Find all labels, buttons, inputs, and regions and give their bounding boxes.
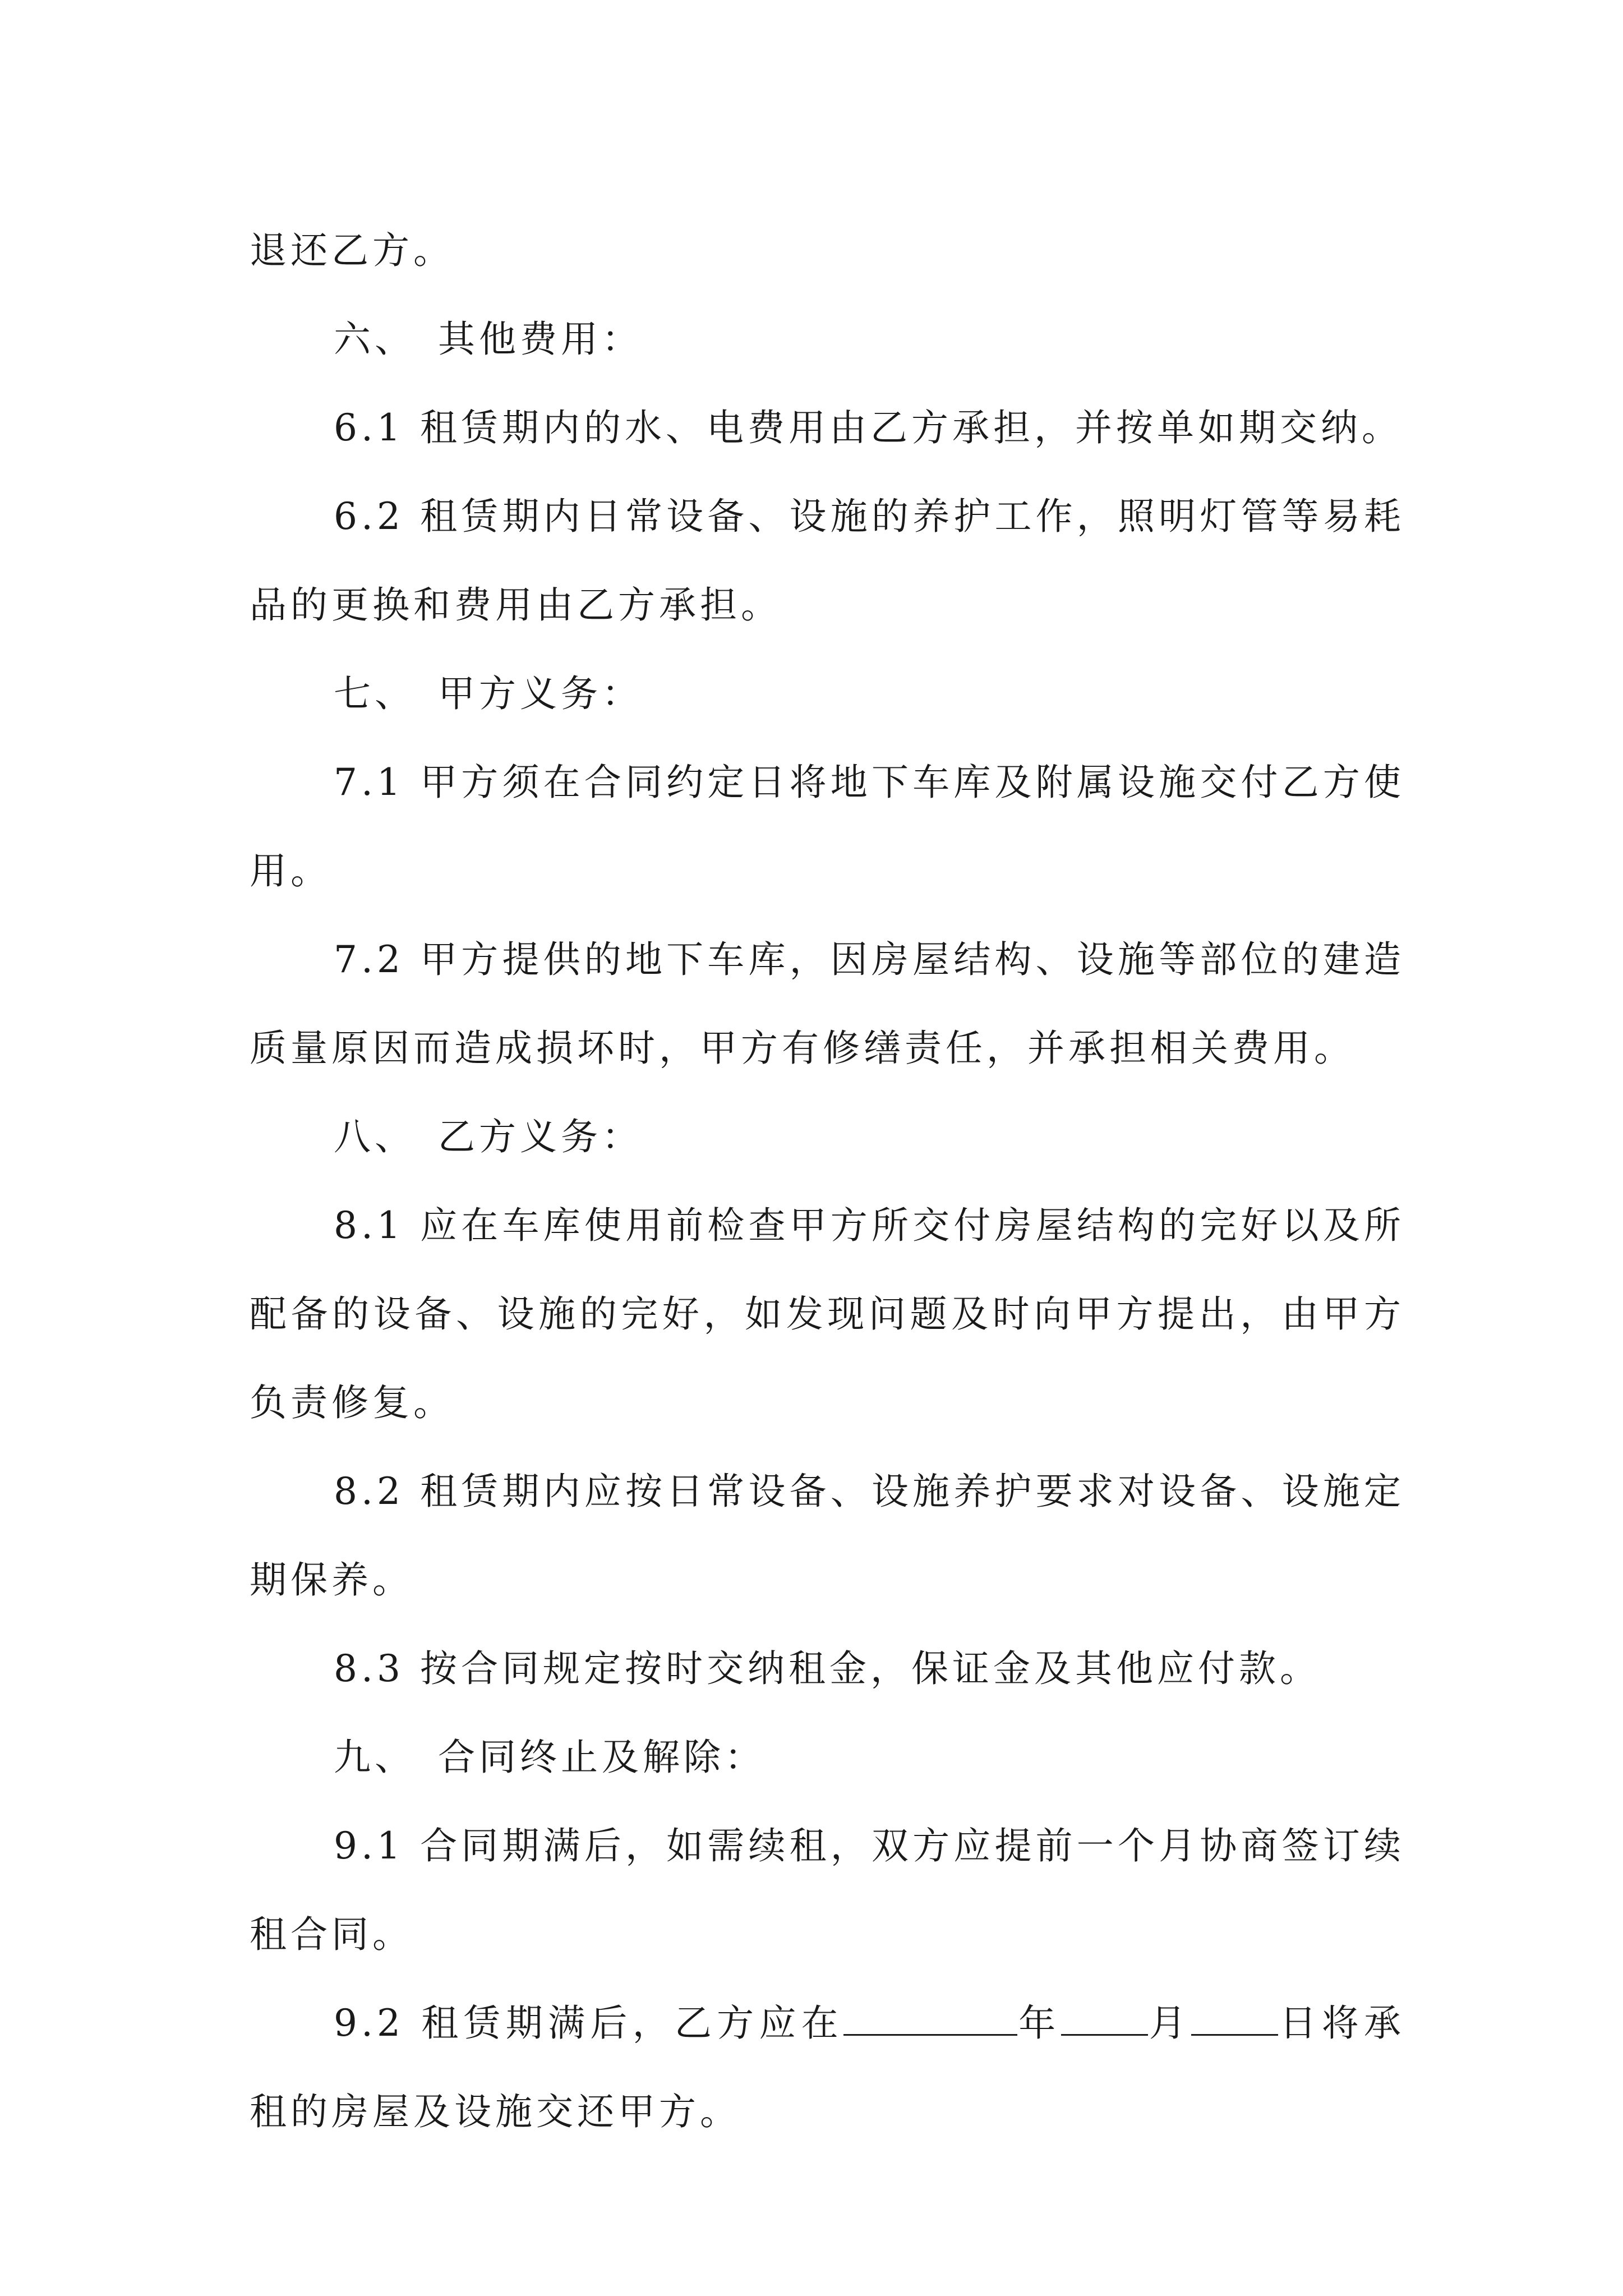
clause-8-2: 8.2 租赁期内应按日常设备、设施养护要求对设备、设施定期保养。 xyxy=(250,1470,1405,1602)
clause-9-1: 9.1 合同期满后，如需续租，双方应提前一个月协商签订续租合同。 xyxy=(250,1824,1405,1956)
section-heading-9 xyxy=(250,1713,1405,1802)
clause-9-2 xyxy=(250,1979,1405,2156)
section-heading-8 xyxy=(250,1093,1405,1181)
day-blank-line xyxy=(1191,2000,1278,2036)
clause-8-1: 8.1 应在车库使用前检查甲方所交付房屋结构的完好以及所配备的设备、设施的完好，如发现问题及时向甲方提出，由甲方负责修复。 xyxy=(250,1204,1405,1424)
clause-8-3: 8.3 按合同规定按时交纳租金，保证金及其他应付款。 xyxy=(334,1647,1321,1690)
month-label: 月 xyxy=(1147,2001,1192,2045)
section-title: 甲方义务： xyxy=(438,672,643,715)
document-body xyxy=(250,206,1405,2156)
clause-6-1: 6.1 租赁期内的水、电费用由乙方承担，并按单如期交纳。 xyxy=(334,406,1403,449)
section-number: 七、 xyxy=(334,672,416,715)
section-heading-6 xyxy=(250,295,1405,384)
section-title: 合同终止及解除： xyxy=(438,1736,766,1779)
section-number: 九、 xyxy=(334,1736,416,1779)
clause-7-1: 7.1 甲方须在合同约定日将地下车库及附属设施交付乙方使用。 xyxy=(250,761,1405,892)
section-heading-7 xyxy=(250,650,1405,738)
section-title: 其他费用： xyxy=(438,318,643,361)
year-blank-line xyxy=(843,2000,1017,2036)
section-title: 乙方义务： xyxy=(438,1115,643,1158)
paragraph-refund: 退还乙方。 xyxy=(250,229,454,272)
year-label: 年 xyxy=(1017,2001,1061,2045)
clause-9-2-text: 9.2 租赁期满后，乙方应在 xyxy=(334,2001,844,2045)
section-number: 六、 xyxy=(334,318,416,361)
section-number: 八、 xyxy=(334,1115,416,1158)
clause-6-2: 6.2 租赁期内日常设备、设施的养护工作，照明灯管等易耗品的更换和费用由乙方承担。 xyxy=(250,495,1405,627)
month-blank-line xyxy=(1061,2000,1148,2036)
clause-7-2: 7.2 甲方提供的地下车库，因房屋结构、设施等部位的建造质量原因而造成损坏时，甲方有修缮责任，并承担相关费用。 xyxy=(250,938,1405,1070)
clause-9-2-tail: 日将承租的房屋及设施交还甲方。 xyxy=(250,2001,1405,2133)
